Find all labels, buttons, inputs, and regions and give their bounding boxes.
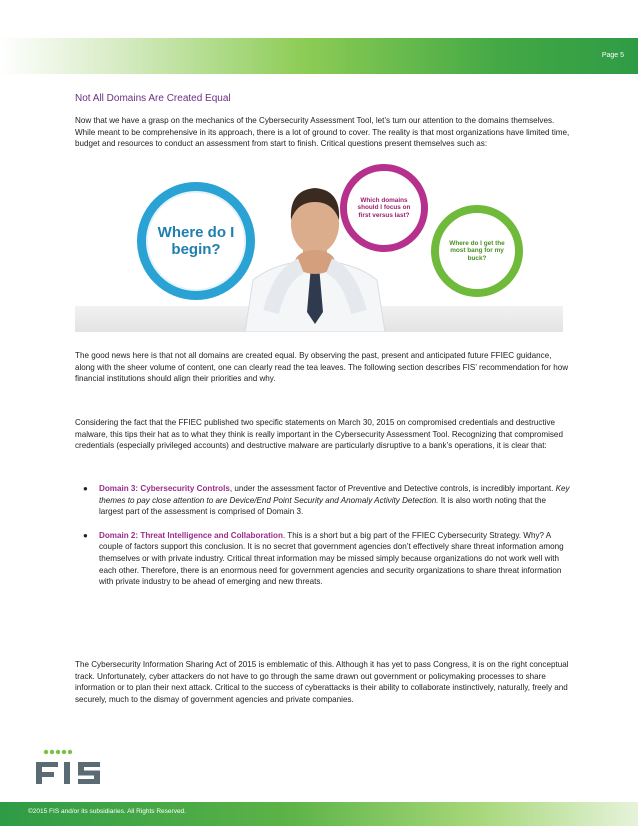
sharing-act-paragraph: The Cybersecurity Information Sharing Act of 2015 is emblematic of this. Although it has yet to pass Congress, it is on the right conceptual track. Unfortunately, cyber attackers do not have to go through the same drawn out government or policymaking processes to share information or to plan their next attack. Critical to the success of cyberattacks is their ability to collaborate instinctively, naturally, freely and securely, much to the dismay of government agencies and private companies.	[75, 660, 569, 704]
good-news-paragraph: The good news here is that not all domains are created equal. By observing the past, present and anticipated future FFIEC guidance, along with the sheer volume of content, one can clearly read the tea leaves. The following section describes FIS’ recommendation for how financial institutions should align their priorities and why.	[75, 351, 569, 384]
domain-bullet-list	[75, 483, 570, 600]
bullet-icon: ●	[83, 484, 88, 493]
domain-term: Domain 2: Threat Intelligence and Collaboration	[99, 530, 283, 540]
fis-logo	[32, 748, 122, 788]
intro-paragraph: Now that we have a grasp on the mechanics of the Cybersecurity Assessment Tool, let’s turn our attention to the domains themselves. While meant to be comprehensive in its approach, there is a lot of ground to cover. The reality is that most organizations have limited time, budget and resources to conduct an assessment from start to finish. Critical questions present themselves such as:	[75, 116, 570, 149]
ffiec-paragraph: Considering the fact that the FFIEC published two specific statements on March 30, 2015 on compromised credentials and destructive malware, this tips their hat as to what they think is really important in the Cybersecurity Assessment Tool. Recognizing that compromised credentials (especially privileged accounts) and destructive malware are particularly disruptive to a bank’s operations, it is clear that:	[75, 418, 563, 451]
bullet-icon: ●	[83, 530, 88, 540]
header-band	[0, 38, 638, 74]
page-number: Page 5	[601, 52, 624, 59]
bullet-text: It is also worth noting that the largest part of the assessment is comprised of Domain 3.	[99, 495, 547, 517]
hero-image	[75, 162, 563, 332]
bullet-emphasis: Key themes to pay close attention to are Device/End Point Security and Anomaly Activity Detection.	[99, 484, 570, 505]
bullet-text: . This is a short but a big part of the FFIEC Cybersecurity Strategy. Why? A couple of factors support this conclusion. It is no secret that government agencies don’t effectively share threat information among themselves or with private industry. Critical threat information may be missed simply because organizations do not work well with each other. Therefore, there is an enormous need for government agencies and security organizations to share threat information with private industry to be ahead of emerging and new threats.	[99, 530, 564, 587]
list-item	[75, 530, 570, 588]
copyright-text: ©2015 FIS and/or its subsidiaries. All Rights Reserved.	[28, 808, 186, 815]
bubble-which-domains: Which domains should I focus on first versus last?	[340, 164, 428, 252]
list-item	[75, 483, 570, 518]
section-heading: Not All Domains Are Created Equal	[75, 93, 231, 104]
bubble-where-do-i-begin: Where do I begin?	[137, 182, 255, 300]
domain-term: Domain 3: Cybersecurity Controls	[99, 484, 230, 493]
bubble-most-bang: Where do I get the most bang for my buck?	[431, 205, 523, 297]
bullet-text: , under the assessment factor of Preventive and Detective controls, is incredibly important.	[229, 484, 556, 493]
